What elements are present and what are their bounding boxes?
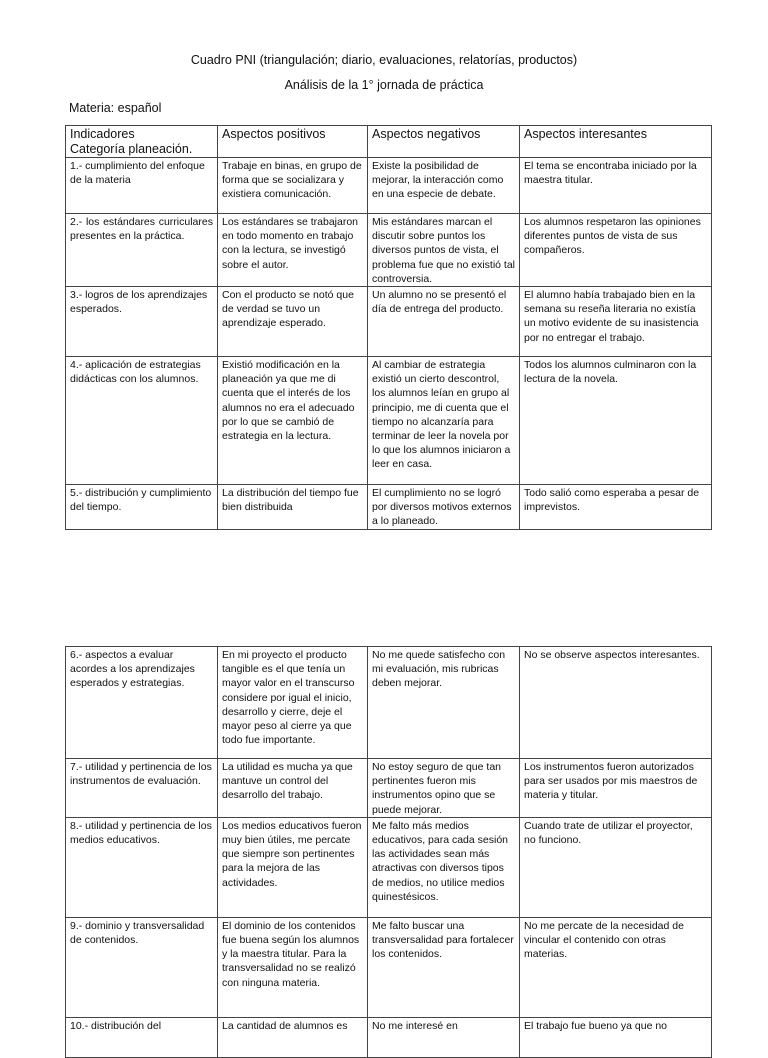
table-row xyxy=(66,759,712,818)
interesting-cell: Todos los alumnos culminaron con la lectura de la novela. xyxy=(520,357,712,485)
indicator-cell: 9.- dominio y transversalidad de contenidos. xyxy=(66,917,218,1017)
negative-cell: Un alumno no se presentó el día de entrega del producto. xyxy=(368,287,520,357)
indicator-cell: 4.- aplicación de estrategias didácticas con los alumnos. xyxy=(66,357,218,485)
indicator-cell: 7.- utilidad y pertinencia de los instrumentos de evaluación. xyxy=(66,759,218,818)
positive-cell: Los estándares se trabajaron en todo momento en trabajo con la lectura, se investigó sobre el autor. xyxy=(218,214,368,287)
positive-cell: La distribución del tiempo fue bien distribuida xyxy=(218,485,368,530)
header-interesting: Aspectos interesantes xyxy=(520,126,712,158)
positive-cell: El dominio de los contenidos fue buena según los alumnos y la maestra titular. Para la transversalidad no se realizó con ninguna materia. xyxy=(218,917,368,1017)
subject-label: Materia: español xyxy=(69,101,162,115)
indicator-cell: 8.- utilidad y pertinencia de los medios educativos. xyxy=(66,817,218,917)
pni-table-page-2 xyxy=(65,646,712,1058)
positive-cell: Con el producto se notó que de verdad se tuvo un aprendizaje esperado. xyxy=(218,287,368,357)
positive-cell: La cantidad de alumnos es xyxy=(218,1017,368,1057)
table-row xyxy=(66,1017,712,1057)
negative-cell: No estoy seguro de que tan pertinentes fueron mis instrumentos opino que se puede mejorar. xyxy=(368,759,520,818)
negative-cell: El cumplimiento no se logró por diversos motivos externos a lo planeado. xyxy=(368,485,520,530)
interesting-cell: No se observe aspectos interesantes. xyxy=(520,647,712,759)
interesting-cell: No me percate de la necesidad de vincular el contenido con otras materias. xyxy=(520,917,712,1017)
table-row xyxy=(66,214,712,287)
indicator-cell: 5.- distribución y cumplimiento del tiempo. xyxy=(66,485,218,530)
header-category-label: Categoría planeación. xyxy=(70,142,193,156)
indicator-cell: 6.- aspectos a evaluar acordes a los aprendizajes esperados y estrategias. xyxy=(66,647,218,759)
table-row xyxy=(66,287,712,357)
positive-cell: Existió modificación en la planeación ya que me di cuenta que el interés de los alumnos no era el adecuado por lo que se cambió de estrategia en la lectura. xyxy=(218,357,368,485)
interesting-cell: Todo salió como esperaba a pesar de imprevistos. xyxy=(520,485,712,530)
indicator-cell: 3.- logros de los aprendizajes esperados. xyxy=(66,287,218,357)
interesting-cell: El tema se encontraba iniciado por la maestra titular. xyxy=(520,158,712,214)
negative-cell: Me falto más medios educativos, para cada sesión las actividades sean más atractivas con diversos tipos de medios, no utilice medios quinestésicos. xyxy=(368,817,520,917)
negative-cell: Mis estándares marcan el discutir sobre puntos los diversos puntos de vista, el problema fue que no existió tal controversia. xyxy=(368,214,520,287)
header-indicators-label: Indicadores xyxy=(70,127,135,141)
header-indicators xyxy=(66,126,218,158)
positive-cell: Trabaje en binas, en grupo de forma que se socializara y existiera comunicación. xyxy=(218,158,368,214)
table-row xyxy=(66,357,712,485)
table-header-row xyxy=(66,126,712,158)
pni-table-page-1 xyxy=(65,125,712,530)
positive-cell: En mi proyecto el producto tangible es el que tenía un mayor valor en el transcurso considere por igual el inicio, desarrollo y cierre, deje el mayor peso al cierre ya que todo fue importante. xyxy=(218,647,368,759)
interesting-cell: El trabajo fue bueno ya que no xyxy=(520,1017,712,1057)
indicator-cell: 2.- los estándares curriculares presentes en la práctica. xyxy=(66,214,218,287)
positive-cell: Los medios educativos fueron muy bien útiles, me percate que siempre son pertinentes para la mejora de las actividades. xyxy=(218,817,368,917)
table-row xyxy=(66,917,712,1017)
negative-cell: Al cambiar de estrategia existió un cierto descontrol, los alumnos leían en grupo al principio, me di cuenta que el tiempo no alcanzaría para terminar de leer la novela por lo que los alumnos iniciaron a leer en casa. xyxy=(368,357,520,485)
negative-cell: Existe la posibilidad de mejorar, la interacción como en una especie de debate. xyxy=(368,158,520,214)
table-row xyxy=(66,817,712,917)
interesting-cell: El alumno había trabajado bien en la semana su reseña literaria no existía un motivo evidente de su inasistencia por no entregar el trabajo. xyxy=(520,287,712,357)
header-positive: Aspectos positivos xyxy=(218,126,368,158)
interesting-cell: Cuando trate de utilizar el proyector, no funciono. xyxy=(520,817,712,917)
indicator-cell: 10.- distribución del xyxy=(66,1017,218,1057)
positive-cell: La utilidad es mucha ya que mantuve un control del desarrollo del trabajo. xyxy=(218,759,368,818)
header-negative: Aspectos negativos xyxy=(368,126,520,158)
table-row xyxy=(66,647,712,759)
indicator-cell: 1.- cumplimiento del enfoque de la materia xyxy=(66,158,218,214)
negative-cell: No me interesé en xyxy=(368,1017,520,1057)
interesting-cell: Los alumnos respetaron las opiniones diferentes puntos de vista de sus compañeros. xyxy=(520,214,712,287)
negative-cell: No me quede satisfecho con mi evaluación, mis rubricas deben mejorar. xyxy=(368,647,520,759)
table-row xyxy=(66,158,712,214)
table-row xyxy=(66,485,712,530)
interesting-cell: Los instrumentos fueron autorizados para ser usados por mis maestros de materia y titular. xyxy=(520,759,712,818)
negative-cell: Me falto buscar una transversalidad para fortalecer los contenidos. xyxy=(368,917,520,1017)
document-subtitle: Análisis de la 1° jornada de práctica xyxy=(284,78,484,92)
document-title: Cuadro PNI (triangulación; diario, evaluaciones, relatorías, productos) xyxy=(190,53,578,67)
